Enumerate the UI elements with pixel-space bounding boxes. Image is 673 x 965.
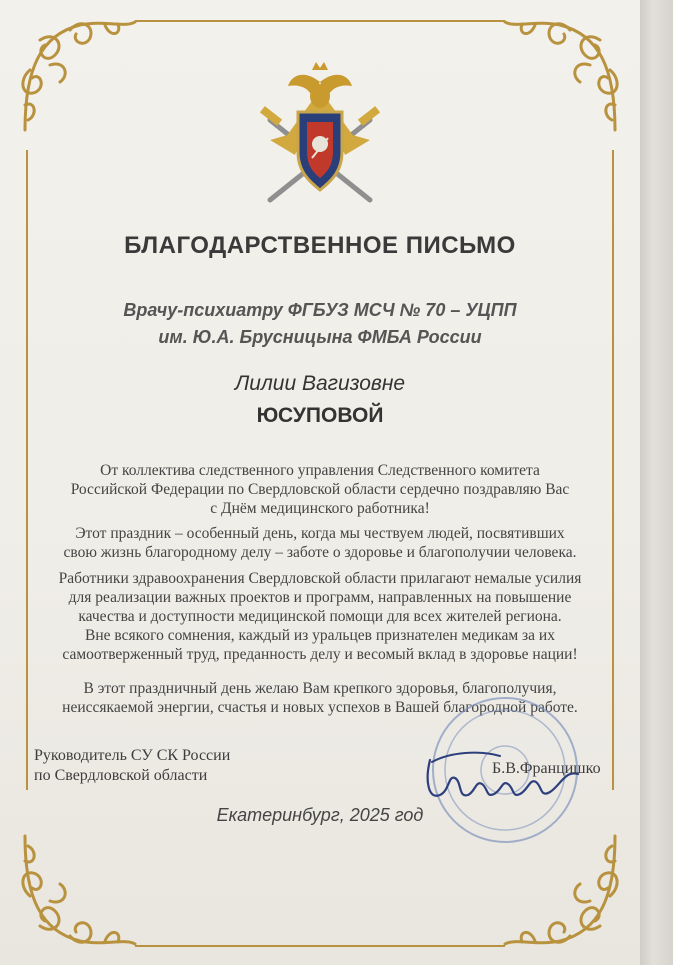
paragraph-workers bbox=[30, 569, 610, 664]
paragraph-line: качества и доступности медицинской помощи для всех жителей региона. bbox=[78, 608, 562, 625]
paragraph-line: Вне всякого сомнения, каждый из уральцев признателен медикам за их bbox=[85, 627, 555, 644]
paragraph-line: свою жизнь благородному делу – заботе о здоровье и благополучии человека. bbox=[63, 544, 577, 561]
paragraph-line: самоотверженный труд, преданность делу и весомый вклад в здоровье нации! bbox=[62, 646, 578, 663]
corner-ornament-bottom-left bbox=[10, 826, 140, 956]
frame-bottom-line bbox=[135, 945, 505, 947]
corner-ornament-top-left bbox=[10, 10, 140, 140]
recipient-position-line-1: Врачу-психиатру ФГБУЗ МСЧ № 70 – УЦПП bbox=[123, 300, 517, 320]
corner-ornament-top-right bbox=[500, 10, 630, 140]
paragraph-holiday bbox=[30, 524, 610, 562]
paragraph-line: От коллектива следственного управления Следственного комитета bbox=[100, 462, 540, 479]
frame-top-line bbox=[135, 20, 505, 22]
signer-title-line: по Свердловской области bbox=[34, 767, 208, 784]
city-year: Екатеринбург, 2025 год bbox=[216, 805, 424, 825]
paragraph-line: с Днём медицинского работника! bbox=[210, 500, 430, 517]
document-title: БЛАГОДАРСТВЕННОЕ ПИСЬМО bbox=[124, 232, 516, 259]
paragraph-line: Этот праздник – особенный день, когда мы чествуем людей, посвятивших bbox=[75, 525, 565, 542]
paragraph-line: неиссякаемой энергии, счастья и новых успехов в Вашей благородной работе. bbox=[62, 699, 578, 716]
recipient-position-line-2: им. Ю.А. Брусницына ФМБА России bbox=[158, 327, 482, 347]
signer-name: Б.В.Францишко bbox=[492, 760, 601, 777]
paragraph-greeting bbox=[30, 461, 610, 518]
paragraph-line: Работники здравоохранения Свердловской области прилагают немалые усилия bbox=[58, 570, 582, 587]
signer-title bbox=[34, 746, 230, 786]
signer-title-line: Руководитель СУ СК России bbox=[34, 747, 231, 764]
paragraph-line: В этот праздничный день желаю Вам крепкого здоровья, благополучия, bbox=[83, 680, 557, 697]
recipient-surname: ЮСУПОВОЙ bbox=[256, 404, 384, 427]
emblem-icon bbox=[250, 60, 390, 210]
background-surface bbox=[640, 0, 673, 965]
paragraph-line: Российской Федерации по Свердловской области сердечно поздравляю Вас bbox=[70, 481, 570, 498]
paragraph-line: для реализации важных проектов и программ, направленных на повышение bbox=[68, 589, 572, 606]
recipient-name: Лилии Вагизовне bbox=[234, 372, 406, 395]
